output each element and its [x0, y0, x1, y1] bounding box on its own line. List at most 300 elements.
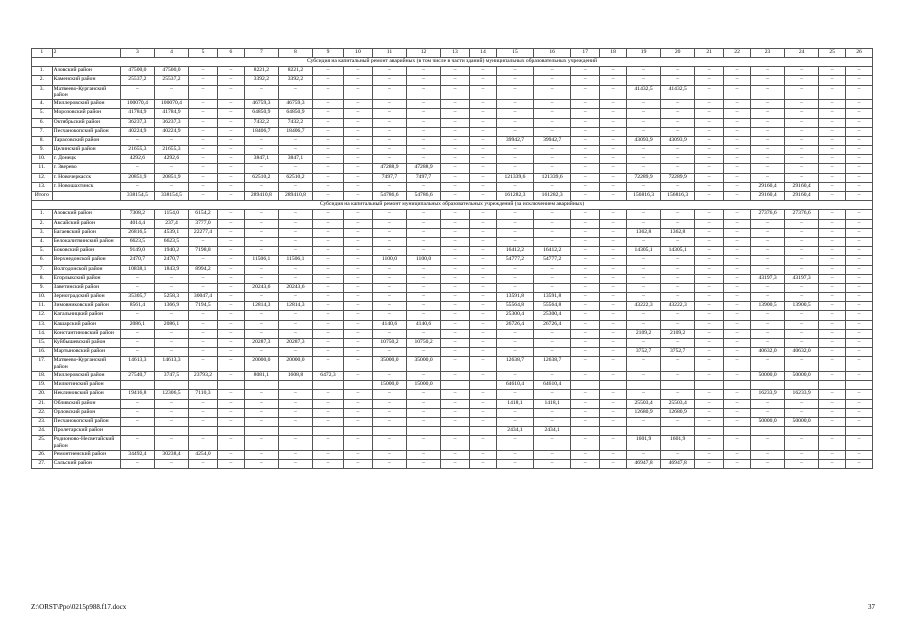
- district-name-cell: Константиновский район: [52, 329, 120, 338]
- value-cell: –: [278, 390, 312, 399]
- value-cell: 20: [661, 49, 695, 58]
- value-cell: –: [496, 348, 533, 357]
- value-cell: –: [154, 460, 188, 469]
- table-row: [32, 164, 873, 173]
- value-cell: –: [819, 67, 846, 76]
- value-cell: –: [120, 164, 154, 173]
- value-cell: –: [189, 436, 218, 451]
- value-cell: –: [785, 293, 819, 302]
- value-cell: [343, 381, 372, 390]
- table-row: [32, 436, 873, 451]
- value-cell: –: [785, 320, 819, 329]
- value-cell: –: [695, 155, 724, 164]
- value-cell: –: [470, 67, 497, 76]
- value-cell: –: [372, 237, 406, 246]
- value-cell: –: [496, 417, 533, 426]
- value-cell: –: [785, 237, 819, 246]
- value-cell: 15: [496, 49, 533, 58]
- value-cell: –: [189, 339, 218, 348]
- section-title: Субсидия на капитальный ремонт муниципальных образовательных учреждений (за исключением аварийных): [32, 201, 873, 210]
- value-cell: –: [627, 450, 661, 459]
- value-cell: –: [441, 390, 470, 399]
- value-cell: –: [372, 436, 406, 451]
- value-cell: 12638,7: [534, 357, 571, 372]
- value-cell: 72289,9: [627, 173, 661, 182]
- value-cell: –: [600, 219, 627, 228]
- value-cell: –: [571, 293, 600, 302]
- value-cell: 16233,9: [785, 390, 819, 399]
- value-cell: –: [724, 293, 751, 302]
- value-cell: 1362,8: [627, 228, 661, 237]
- value-cell: 3752,7: [661, 348, 695, 357]
- value-cell: –: [244, 247, 278, 256]
- value-cell: –: [441, 247, 470, 256]
- value-cell: 20851,9: [120, 173, 154, 182]
- value-cell: –: [571, 265, 600, 274]
- value-cell: –: [785, 450, 819, 459]
- value-cell: 7497,7: [407, 173, 441, 182]
- file-path-footer: Z:\ORST\Ppo\0215p988.f17.docx: [31, 603, 127, 611]
- row-number-cell: 9.: [32, 283, 53, 292]
- value-cell: –: [724, 329, 751, 338]
- value-cell: –: [724, 372, 751, 381]
- value-cell: 13900,5: [751, 302, 785, 311]
- row-number-cell: 1.: [32, 67, 53, 76]
- value-cell: [695, 381, 724, 390]
- district-name-cell: 2: [52, 49, 120, 58]
- value-cell: –: [600, 390, 627, 399]
- value-cell: 3847,1: [278, 155, 312, 164]
- district-name-cell: Азовский район: [52, 210, 120, 219]
- value-cell: –: [846, 436, 873, 451]
- value-cell: –: [846, 408, 873, 417]
- value-cell: –: [120, 348, 154, 357]
- value-cell: –: [244, 85, 278, 100]
- value-cell: –: [751, 237, 785, 246]
- value-cell: –: [278, 210, 312, 219]
- value-cell: –: [627, 237, 661, 246]
- value-cell: –: [244, 408, 278, 417]
- row-number-cell: 2.: [32, 76, 53, 85]
- value-cell: –: [819, 274, 846, 283]
- value-cell: –: [313, 210, 344, 219]
- value-cell: –: [534, 436, 571, 451]
- table-row: [32, 256, 873, 265]
- value-cell: –: [441, 265, 470, 274]
- value-cell: [407, 427, 441, 436]
- value-cell: –: [278, 247, 312, 256]
- value-cell: –: [571, 357, 600, 372]
- value-cell: –: [724, 109, 751, 118]
- value-cell: –: [695, 265, 724, 274]
- value-cell: [661, 427, 695, 436]
- value-cell: 34492,4: [120, 450, 154, 459]
- district-name-cell: Песчанокопский район: [52, 127, 120, 136]
- value-cell: –: [407, 136, 441, 145]
- value-cell: 6154,2: [189, 210, 218, 219]
- value-cell: –: [244, 329, 278, 338]
- value-cell: –: [846, 155, 873, 164]
- value-cell: [600, 427, 627, 436]
- value-cell: –: [244, 146, 278, 155]
- value-cell: 54786,6: [407, 192, 441, 201]
- value-cell: –: [627, 109, 661, 118]
- value-cell: –: [534, 329, 571, 338]
- value-cell: –: [724, 228, 751, 237]
- value-cell: –: [217, 320, 244, 329]
- table-row: [32, 228, 873, 237]
- value-cell: –: [372, 76, 406, 85]
- district-name-cell: Верхнедонской район: [52, 256, 120, 265]
- value-cell: –: [154, 417, 188, 426]
- value-cell: –: [244, 219, 278, 228]
- row-number-cell: 12.: [32, 311, 53, 320]
- value-cell: –: [189, 399, 218, 408]
- district-name-cell: Миллеровский район: [52, 372, 120, 381]
- value-cell: –: [571, 329, 600, 338]
- value-cell: –: [661, 67, 695, 76]
- value-cell: –: [189, 85, 218, 100]
- value-cell: –: [496, 127, 533, 136]
- value-cell: –: [441, 320, 470, 329]
- value-cell: 41784,9: [154, 109, 188, 118]
- value-cell: –: [846, 127, 873, 136]
- table-row: [32, 67, 873, 76]
- value-cell: –: [571, 219, 600, 228]
- value-cell: –: [496, 146, 533, 155]
- value-cell: –: [695, 210, 724, 219]
- value-cell: –: [441, 127, 470, 136]
- value-cell: 11506,1: [278, 256, 312, 265]
- row-number-cell: 4.: [32, 100, 53, 109]
- value-cell: –: [785, 329, 819, 338]
- value-cell: –: [627, 256, 661, 265]
- value-cell: –: [313, 192, 344, 201]
- row-number-cell: 21.: [32, 399, 53, 408]
- value-cell: –: [661, 237, 695, 246]
- value-cell: –: [600, 399, 627, 408]
- value-cell: 3392,2: [244, 76, 278, 85]
- value-cell: –: [695, 436, 724, 451]
- value-cell: 4539,1: [154, 228, 188, 237]
- value-cell: –: [600, 173, 627, 182]
- value-cell: –: [751, 408, 785, 417]
- value-cell: 55564,8: [534, 302, 571, 311]
- value-cell: –: [724, 146, 751, 155]
- value-cell: –: [244, 460, 278, 469]
- value-cell: –: [217, 283, 244, 292]
- value-cell: –: [154, 85, 188, 100]
- value-cell: –: [695, 228, 724, 237]
- value-cell: –: [470, 210, 497, 219]
- value-cell: 14305,1: [627, 247, 661, 256]
- value-cell: –: [600, 118, 627, 127]
- value-cell: –: [343, 320, 372, 329]
- value-cell: –: [217, 100, 244, 109]
- value-cell: –: [785, 311, 819, 320]
- value-cell: –: [189, 155, 218, 164]
- value-cell: –: [819, 146, 846, 155]
- value-cell: 64610,4: [496, 381, 533, 390]
- value-cell: 23793,2: [189, 372, 218, 381]
- value-cell: –: [571, 85, 600, 100]
- value-cell: [313, 381, 344, 390]
- value-cell: –: [441, 155, 470, 164]
- value-cell: [846, 381, 873, 390]
- value-cell: –: [343, 109, 372, 118]
- value-cell: 2470,7: [154, 256, 188, 265]
- value-cell: –: [819, 320, 846, 329]
- value-cell: –: [189, 329, 218, 338]
- value-cell: –: [819, 311, 846, 320]
- value-cell: [313, 427, 344, 436]
- value-cell: –: [189, 357, 218, 372]
- value-cell: [217, 427, 244, 436]
- value-cell: –: [278, 450, 312, 459]
- value-cell: –: [724, 311, 751, 320]
- value-cell: –: [244, 348, 278, 357]
- value-cell: –: [217, 76, 244, 85]
- value-cell: –: [343, 237, 372, 246]
- district-name-cell: Ремонтненский район: [52, 450, 120, 459]
- value-cell: 25537,2: [120, 76, 154, 85]
- value-cell: –: [154, 436, 188, 451]
- value-cell: –: [846, 329, 873, 338]
- value-cell: –: [441, 219, 470, 228]
- value-cell: –: [244, 136, 278, 145]
- district-name-cell: Белокалитвинский район: [52, 237, 120, 246]
- value-cell: –: [627, 339, 661, 348]
- value-cell: –: [343, 311, 372, 320]
- total-row: [32, 192, 873, 201]
- value-cell: –: [154, 399, 188, 408]
- value-cell: [785, 381, 819, 390]
- value-cell: –: [600, 228, 627, 237]
- value-cell: 161282,3: [496, 192, 533, 201]
- value-cell: –: [661, 109, 695, 118]
- value-cell: 26: [846, 49, 873, 58]
- value-cell: –: [470, 265, 497, 274]
- value-cell: –: [189, 173, 218, 182]
- value-cell: –: [496, 164, 533, 173]
- value-cell: –: [313, 182, 344, 191]
- value-cell: –: [627, 67, 661, 76]
- value-cell: –: [496, 109, 533, 118]
- value-cell: –: [571, 210, 600, 219]
- value-cell: –: [343, 302, 372, 311]
- value-cell: 1601,9: [661, 436, 695, 451]
- value-cell: –: [846, 210, 873, 219]
- value-cell: –: [600, 85, 627, 100]
- value-cell: –: [217, 164, 244, 173]
- value-cell: –: [470, 417, 497, 426]
- value-cell: –: [407, 311, 441, 320]
- value-cell: 2434,1: [496, 427, 533, 436]
- row-number-cell: 22.: [32, 408, 53, 417]
- value-cell: 21: [695, 49, 724, 58]
- value-cell: [785, 427, 819, 436]
- value-cell: –: [441, 76, 470, 85]
- district-name-cell: Орловский район: [52, 408, 120, 417]
- value-cell: 19416,8: [120, 390, 154, 399]
- value-cell: –: [313, 256, 344, 265]
- value-cell: –: [695, 339, 724, 348]
- value-cell: –: [244, 399, 278, 408]
- value-cell: –: [751, 109, 785, 118]
- value-cell: –: [571, 228, 600, 237]
- value-cell: –: [571, 408, 600, 417]
- value-cell: –: [819, 399, 846, 408]
- value-cell: –: [372, 146, 406, 155]
- value-cell: –: [217, 460, 244, 469]
- value-cell: –: [627, 283, 661, 292]
- value-cell: –: [217, 219, 244, 228]
- value-cell: –: [751, 67, 785, 76]
- value-cell: –: [278, 265, 312, 274]
- value-cell: –: [154, 274, 188, 283]
- value-cell: –: [470, 173, 497, 182]
- value-cell: 3: [120, 49, 154, 58]
- value-cell: –: [470, 283, 497, 292]
- value-cell: 8994,2: [189, 265, 218, 274]
- value-cell: –: [785, 85, 819, 100]
- value-cell: –: [343, 155, 372, 164]
- value-cell: –: [661, 256, 695, 265]
- value-cell: 1940,2: [154, 247, 188, 256]
- value-cell: 1843,9: [154, 265, 188, 274]
- value-cell: 25503,4: [661, 399, 695, 408]
- value-cell: 46947,8: [627, 460, 661, 469]
- value-cell: –: [470, 399, 497, 408]
- value-cell: –: [244, 436, 278, 451]
- value-cell: –: [571, 146, 600, 155]
- value-cell: –: [724, 283, 751, 292]
- value-cell: 20287,3: [244, 339, 278, 348]
- value-cell: 6623,5: [120, 237, 154, 246]
- value-cell: 1154,0: [154, 210, 188, 219]
- row-number-cell: 8.: [32, 274, 53, 283]
- table-row: [32, 408, 873, 417]
- value-cell: [470, 381, 497, 390]
- value-cell: –: [724, 436, 751, 451]
- row-number-cell: 11.: [32, 164, 53, 173]
- value-cell: –: [244, 311, 278, 320]
- value-cell: –: [724, 274, 751, 283]
- value-cell: –: [372, 372, 406, 381]
- value-cell: –: [534, 210, 571, 219]
- value-cell: 4140,6: [407, 320, 441, 329]
- value-cell: –: [819, 173, 846, 182]
- value-cell: –: [571, 274, 600, 283]
- value-cell: 54777,2: [534, 256, 571, 265]
- value-cell: 161282,3: [534, 192, 571, 201]
- table-row: [32, 274, 873, 283]
- value-cell: –: [724, 192, 751, 201]
- value-cell: [571, 427, 600, 436]
- value-cell: –: [470, 372, 497, 381]
- value-cell: –: [470, 164, 497, 173]
- value-cell: –: [120, 136, 154, 145]
- value-cell: –: [724, 237, 751, 246]
- value-cell: –: [278, 436, 312, 451]
- value-cell: –: [441, 436, 470, 451]
- value-cell: –: [534, 85, 571, 100]
- value-cell: –: [534, 390, 571, 399]
- value-cell: 2109,2: [627, 329, 661, 338]
- value-cell: –: [278, 417, 312, 426]
- row-number-cell: 10.: [32, 293, 53, 302]
- value-cell: –: [846, 109, 873, 118]
- value-cell: –: [695, 399, 724, 408]
- value-cell: 20000,0: [278, 357, 312, 372]
- value-cell: –: [695, 237, 724, 246]
- value-cell: –: [372, 182, 406, 191]
- value-cell: –: [441, 417, 470, 426]
- value-cell: –: [846, 302, 873, 311]
- value-cell: –: [724, 348, 751, 357]
- value-cell: –: [470, 182, 497, 191]
- value-cell: 6623,5: [154, 237, 188, 246]
- value-cell: –: [627, 390, 661, 399]
- table-row: [32, 450, 873, 459]
- value-cell: 39942,7: [496, 136, 533, 145]
- district-name-cell: Обливский район: [52, 399, 120, 408]
- value-cell: –: [217, 109, 244, 118]
- value-cell: –: [534, 127, 571, 136]
- value-cell: –: [724, 302, 751, 311]
- value-cell: 3777,0: [189, 219, 218, 228]
- table-row: [32, 427, 873, 436]
- row-number-cell: 13.: [32, 320, 53, 329]
- value-cell: 9149,0: [120, 247, 154, 256]
- value-cell: –: [441, 339, 470, 348]
- value-cell: –: [661, 265, 695, 274]
- district-name-cell: Куйбышевский район: [52, 339, 120, 348]
- value-cell: –: [372, 283, 406, 292]
- value-cell: 8221,2: [278, 67, 312, 76]
- value-cell: –: [372, 136, 406, 145]
- value-cell: 10838,1: [120, 265, 154, 274]
- value-cell: –: [244, 228, 278, 237]
- value-cell: –: [695, 219, 724, 228]
- value-cell: –: [627, 100, 661, 109]
- table-row: [32, 372, 873, 381]
- value-cell: –: [785, 164, 819, 173]
- value-cell: –: [724, 256, 751, 265]
- value-cell: –: [534, 182, 571, 191]
- value-cell: 64850,9: [244, 109, 278, 118]
- value-cell: –: [217, 329, 244, 338]
- value-cell: –: [785, 460, 819, 469]
- value-cell: –: [751, 265, 785, 274]
- value-cell: –: [785, 408, 819, 417]
- value-cell: –: [724, 390, 751, 399]
- value-cell: –: [724, 118, 751, 127]
- value-cell: –: [343, 399, 372, 408]
- value-cell: –: [189, 408, 218, 417]
- value-cell: –: [244, 390, 278, 399]
- row-number-cell: 6.: [32, 256, 53, 265]
- value-cell: 47288,9: [372, 164, 406, 173]
- section-title: Субсидия на капитальный ремонт аварийных (в том числе в части зданий) муниципальных образовательных учреждений: [32, 58, 873, 67]
- value-cell: [189, 427, 218, 436]
- value-cell: –: [627, 219, 661, 228]
- value-cell: –: [695, 76, 724, 85]
- value-cell: –: [846, 265, 873, 274]
- value-cell: 43093,9: [627, 136, 661, 145]
- value-cell: –: [154, 182, 188, 191]
- value-cell: –: [441, 372, 470, 381]
